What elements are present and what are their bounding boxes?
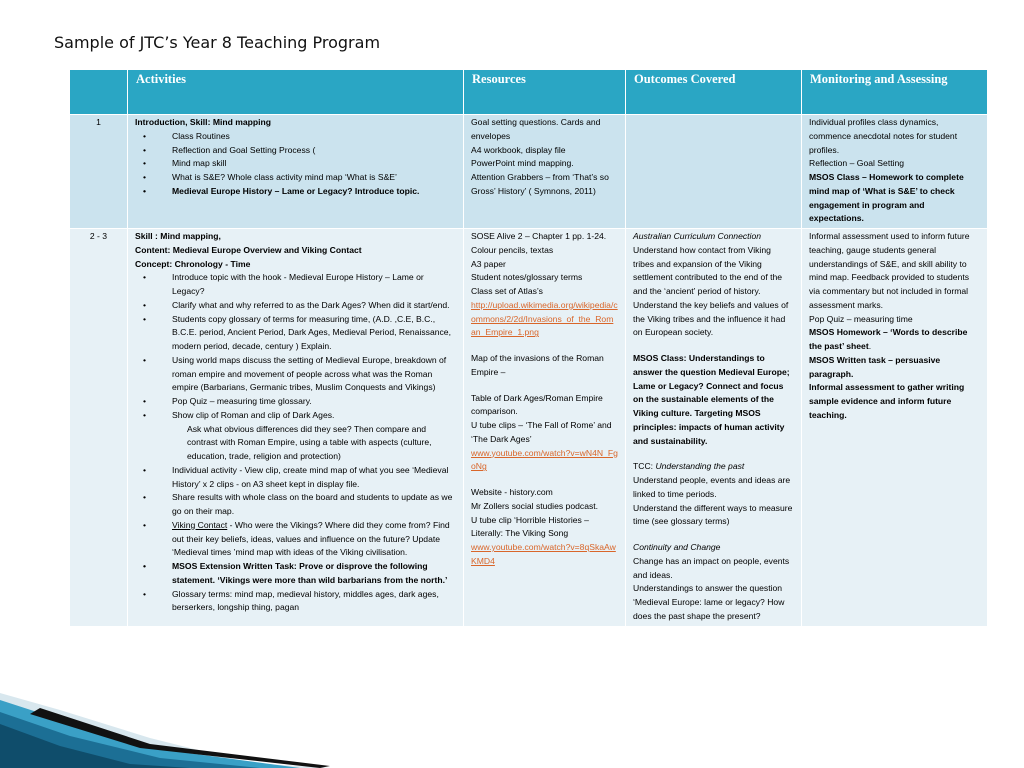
table-row xyxy=(70,229,988,627)
resources-cell xyxy=(464,229,626,627)
resource-line: A4 workbook, display file xyxy=(471,144,566,155)
resource-line: U tube clip ‘Horrible Histories – Literally: The Viking Song xyxy=(471,514,589,539)
tcc-label: TCC: xyxy=(633,461,656,472)
resource-line: Colour pencils, textas xyxy=(471,244,554,255)
outcomes-cell xyxy=(626,115,802,229)
list-item: • Clarify what and why referred to as the Dark Ages? When did it start/end. xyxy=(135,299,456,313)
monitoring-homework: MSOS Class – Homework to complete mind map of ‘What is S&E’ to check engagement in program and expectations. xyxy=(809,172,964,224)
week-number: 1 xyxy=(70,115,128,229)
tcc-title: Understanding the past xyxy=(655,461,745,472)
resource-line: Student notes/glossary terms xyxy=(471,272,583,283)
monitoring-homework-end: . xyxy=(868,341,872,351)
page-title: Sample of JTC’s Year 8 Teaching Program xyxy=(54,33,381,52)
concept-heading: Concept: Chronology - Time xyxy=(135,258,251,269)
monitoring-cell xyxy=(802,115,988,229)
list-item xyxy=(135,519,456,560)
list-item-text: Show clip of Roman and clip of Dark Ages. xyxy=(172,409,335,420)
content-heading: Content: Medieval Europe Overview and Viking Contact xyxy=(135,244,362,255)
monitoring-written-task: MSOS Written task – persuasive paragraph. xyxy=(809,354,941,379)
resource-line: Class set of Atlas’s xyxy=(471,286,543,296)
header-outcomes: Outcomes Covered xyxy=(626,70,802,115)
skill-heading: Skill : Mind mapping, xyxy=(135,231,221,241)
resource-line: Website - history.com xyxy=(471,487,553,497)
msos-class-outcome: MSOS Class: Understandings to answer the question Medieval Europe; Lame or Legacy? Connect and focus on the sustainable elements of the Viking culture. Targeting MSOS principles: impacts of human activity and sustainability. xyxy=(633,353,790,446)
monitoring-line: Reflection – Goal Setting xyxy=(809,158,905,169)
activities-cell xyxy=(128,229,464,627)
list-item: • Individual activity - View clip, create mind map of what you see ‘Medieval History’ x 2 clips - on A3 sheet kept in display file. xyxy=(135,464,456,492)
youtube-link[interactable]: www.youtube.com/watch?v=wN4N_FgoNg xyxy=(471,447,618,472)
list-item: • Medieval Europe History – Lame or Legacy? Introduce topic. xyxy=(135,185,456,199)
resource-line: Goal setting questions. Cards and envelopes xyxy=(471,117,601,141)
monitoring-homework-text: MSOS Homework – ‘Words to describe the past’ sheet xyxy=(809,327,968,351)
resource-line: SOSE Alive 2 – Chapter 1 pp. 1-24. xyxy=(471,231,607,241)
list-item: • Students copy glossary of terms for measuring time, (A.D. ,C.E, B.C., B.C.E. period, Ancient Period, Dark Ages, Medieval Period, Renaissance, modern period, decade, century ) Explain. xyxy=(135,313,456,354)
resource-line: Map of the invasions of the Roman Empire – xyxy=(471,353,604,377)
list-item: • Glossary terms: mind map, medieval history, middles ages, dark ages, berserkers, longship thing, pagan xyxy=(135,588,456,616)
list-item: • Share results with whole class on the board and students to update as we go on their map. xyxy=(135,491,456,519)
activity-list xyxy=(135,130,456,199)
header-resources: Resources xyxy=(464,70,626,115)
monitoring-informal: Informal assessment to gather writing sample evidence and inform future teaching. xyxy=(809,382,965,420)
outcome-text: Change has an impact on people, events and ideas. xyxy=(633,555,790,580)
list-item: • Reflection and Goal Setting Process ( xyxy=(135,144,456,158)
resource-line: Table of Dark Ages/Roman Empire comparison. xyxy=(471,392,603,417)
resource-line: Attention Grabbers – from ‘That’s so Gross’ History’ ( Symnons, 2011) xyxy=(471,172,609,196)
monitoring-homework xyxy=(809,326,980,354)
monitoring-cell xyxy=(802,229,988,627)
week-number: 2 - 3 xyxy=(70,229,128,627)
outcome-text: Understand people, events and ideas are linked to time periods. xyxy=(633,475,791,499)
list-item: • Class Routines xyxy=(135,130,456,144)
wikimedia-link[interactable]: http://upload.wikimedia.org/wikipedia/commons/2/2d/Invasions_of_the_Roman_Empire_1.png xyxy=(471,299,618,338)
header-activities: Activities xyxy=(128,70,464,115)
viking-contact-link[interactable]: Viking Contact xyxy=(172,519,228,530)
activities-cell xyxy=(128,115,464,229)
header-week xyxy=(70,70,128,115)
monitoring-line: Informal assessment used to inform future teaching, gauge students general understandings of S&E, and skill ability to mind map. Feedback provided to students via commentary but not included in formal assessment marks. xyxy=(809,231,970,310)
table-row xyxy=(70,115,988,229)
resource-line: U tube clips – ‘The Fall of Rome’ and ‘The Dark Ages’ xyxy=(471,420,612,444)
list-item-text: - Who were the Vikings? Where did they come from? Find out their key beliefs, ideas, values and influence on the future? Update ‘Medieval times ’mind map with ideas of the Viking civilisation. xyxy=(172,519,450,558)
activity-list xyxy=(135,271,456,615)
header-monitoring: Monitoring and Assessing xyxy=(802,70,988,115)
resources-cell xyxy=(464,115,626,229)
outcomes-cell xyxy=(626,229,802,627)
resource-line: Mr Zollers social studies podcast. xyxy=(471,500,599,511)
list-item: • What is S&E? Whole class activity mind map ‘What is S&E’ xyxy=(135,171,456,185)
resource-line: A3 paper xyxy=(471,258,506,269)
outcome-text: Understandings to answer the question ‘Medieval Europe: lame or legacy? How does the past shape the present? xyxy=(633,583,785,621)
list-item: • MSOS Extension Written Task: Prove or disprove the following statement. ‘Vikings were more than wild barbarians from the north.’ xyxy=(135,560,456,588)
list-item xyxy=(135,409,456,464)
list-item-subtext: Ask what obvious differences did they see? Then compare and contrast with Roman Empire, using a table with aspects (culture, education, trade, religion and protection) xyxy=(187,423,432,461)
activity-title: Introduction, Skill: Mind mapping xyxy=(135,117,272,127)
resource-line: PowerPoint mind mapping. xyxy=(471,158,574,169)
outcome-text: Understand the different ways to measure time (see glossary terms) xyxy=(633,502,793,527)
monitoring-line: Individual profiles class dynamics, commence anecdotal notes for student profiles. xyxy=(809,117,958,155)
table-header-row xyxy=(70,70,988,115)
youtube-link[interactable]: www.youtube.com/watch?v=8qSkaAwKMD4 xyxy=(471,542,616,566)
teaching-program-table xyxy=(69,69,988,627)
tcc-heading xyxy=(633,460,794,474)
monitoring-line: Pop Quiz – measuring time xyxy=(809,313,913,324)
outcome-text: Understand how contact from Viking tribes and expansion of the Viking settlement contributed to the end of the and the ‘ancient’ period of history. Understand the key beliefs and values of the Viking tribes and the influence it had on European society. xyxy=(633,244,789,338)
list-item: • Pop Quiz – measuring time glossary. xyxy=(135,395,456,409)
list-item: • Mind map skill xyxy=(135,157,456,171)
list-item: • Introduce topic with the hook - Medieval Europe History – Lame or Legacy? xyxy=(135,271,456,299)
curriculum-connection: Australian Curriculum Connection xyxy=(633,231,762,241)
decorative-swoosh xyxy=(0,648,330,768)
continuity-heading: Continuity and Change xyxy=(633,542,721,552)
list-item: • Using world maps discuss the setting of Medieval Europe, breakdown of roman empire and movement of people across what was the Roman empire (Barbarians, Germanic tribes, Muslim Conquests and Vikings) xyxy=(135,354,456,395)
